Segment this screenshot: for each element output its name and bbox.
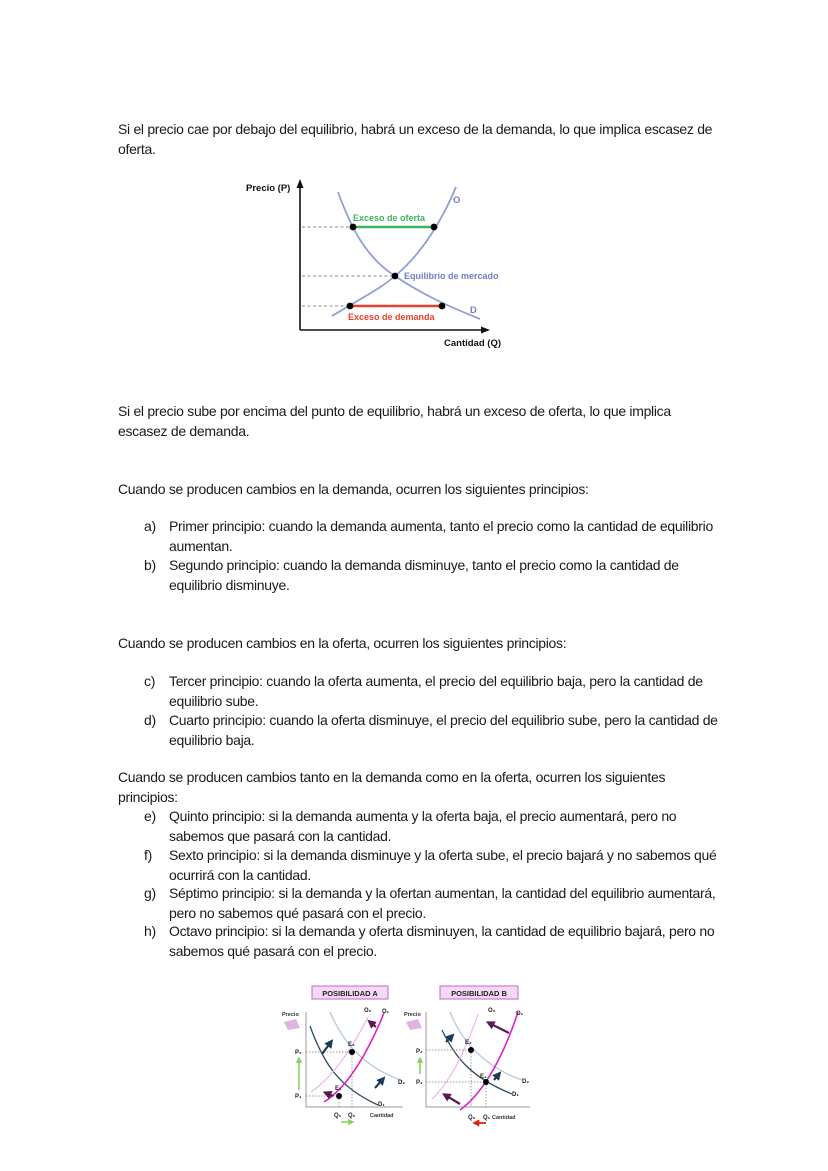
excess-supply-label: Exceso de oferta — [353, 213, 426, 223]
paragraph-price-below: Si el precio cae por debajo del equilibrio, habrá un exceso de la demanda, lo que implica escasez de oferta. — [118, 121, 713, 157]
panel-a — [282, 986, 405, 1122]
list-item — [144, 921, 724, 961]
label-d2: D₂ — [398, 1080, 405, 1086]
demand-label: D — [470, 305, 477, 316]
label-d1: D₁ — [378, 1102, 385, 1108]
list-text: Primer principio: cuando la demanda aumenta, tanto el precio como la cantidad de equilibrio aumentan. — [169, 518, 713, 554]
label-e2: E₂ — [465, 1040, 472, 1046]
panel-b-y-label: Precio — [404, 1012, 421, 1018]
list-marker: b) — [144, 557, 156, 573]
label-p1: P₁ — [295, 1094, 302, 1100]
label-o2: O₂ — [364, 1008, 372, 1014]
excess-demand-label: Exceso de demanda — [348, 312, 435, 322]
paragraph-both-changes: Cuando se producen cambios tanto en la demanda como en la oferta, ocurren los siguientes principios: — [118, 769, 666, 805]
list-text: Tercer principio: cuando la oferta aumenta, el precio del equilibrio baja, pero la cantidad de equilibrio sube. — [169, 673, 703, 709]
equilibrium-label: Equilibrio de mercado — [404, 271, 499, 281]
label-d1: D₁ — [512, 1092, 519, 1098]
paragraph-price-above: Si el precio sube por encima del punto de equilibrio, habrá un exceso de oferta, lo que implica escasez de demanda. — [118, 403, 671, 439]
supply-label: O — [453, 195, 461, 206]
paragraph-supply-changes: Cuando se producen cambios en la oferta, ocurren los siguientes principios: — [118, 635, 567, 651]
list-text: Séptimo principio: si la demanda y la ofertan aumentan, la cantidad del equilibrio aumentará, pero no sabemos qué pasará con el precio. — [169, 885, 716, 921]
label-e1: E₁ — [480, 1074, 487, 1080]
list-item — [144, 671, 724, 711]
list-item — [144, 806, 724, 846]
label-o1: O₁ — [516, 1011, 524, 1017]
label-d2: D₂ — [522, 1079, 529, 1085]
list-marker: g) — [144, 885, 156, 901]
y-axis-label: Precio (P) — [246, 183, 291, 194]
list-marker: h) — [144, 923, 156, 939]
panel-b-x-label: Cantidad — [492, 1115, 516, 1121]
label-q2: Q₂ — [468, 1115, 476, 1121]
label-o2: O₂ — [488, 1008, 496, 1014]
list-marker: e) — [144, 808, 156, 824]
label-o1: O₁ — [382, 1009, 390, 1015]
list-text: Sexto principio: si la demanda disminuye y la oferta sube, el precio bajará y no sabemos qué ocurrirá con la cantidad. — [169, 847, 717, 883]
list-marker: a) — [144, 518, 156, 534]
list-text: Octavo principio: si la demanda y oferta disminuyen, la cantidad de equilibrio bajará, pero no sabemos qué pasará con el precio. — [169, 923, 715, 959]
list-item — [144, 845, 724, 885]
list-marker: f) — [144, 847, 152, 863]
x-axis-label: Cantidad (Q) — [444, 338, 501, 349]
shift-scenarios-figure — [278, 982, 548, 1130]
label-q1: Q₁ — [483, 1115, 491, 1121]
list-item — [144, 883, 724, 923]
supply-demand-chart — [240, 175, 520, 355]
paragraph-demand-changes: Cuando se producen cambios en la demanda, ocurren los siguientes principios: — [118, 481, 589, 497]
panel-a-title: POSIBILIDAD A — [322, 989, 378, 998]
label-p2: P₂ — [295, 1050, 302, 1056]
supply-curve — [332, 187, 456, 316]
panel-b — [404, 986, 530, 1123]
panel-a-y-label: Precio — [282, 1012, 299, 1018]
label-p2: P₂ — [416, 1049, 423, 1055]
label-p1: P₁ — [416, 1080, 423, 1086]
label-q1: Q₁ — [334, 1113, 342, 1119]
label-e1: E₁ — [335, 1086, 342, 1092]
panel-b-title: POSIBILIDAD B — [451, 989, 507, 998]
list-marker: c) — [144, 673, 156, 689]
panel-a-x-label: Cantidad — [370, 1113, 394, 1119]
list-text: Quinto principio: si la demanda aumenta y la oferta baja, el precio aumentará, pero no sabemos que pasará con la cantidad. — [169, 808, 677, 844]
label-e2: E₂ — [348, 1042, 355, 1048]
label-q2: Q₂ — [348, 1113, 356, 1119]
list-item — [144, 555, 724, 595]
list-marker: d) — [144, 712, 156, 728]
list-item — [144, 516, 724, 556]
list-text: Cuarto principio: cuando la oferta disminuye, el precio del equilibrio sube, pero la cantidad de equilibrio baja. — [169, 712, 718, 748]
list-text: Segundo principio: cuando la demanda disminuye, tanto el precio como la cantidad de equilibrio disminuye. — [169, 557, 679, 593]
list-item — [144, 710, 724, 750]
